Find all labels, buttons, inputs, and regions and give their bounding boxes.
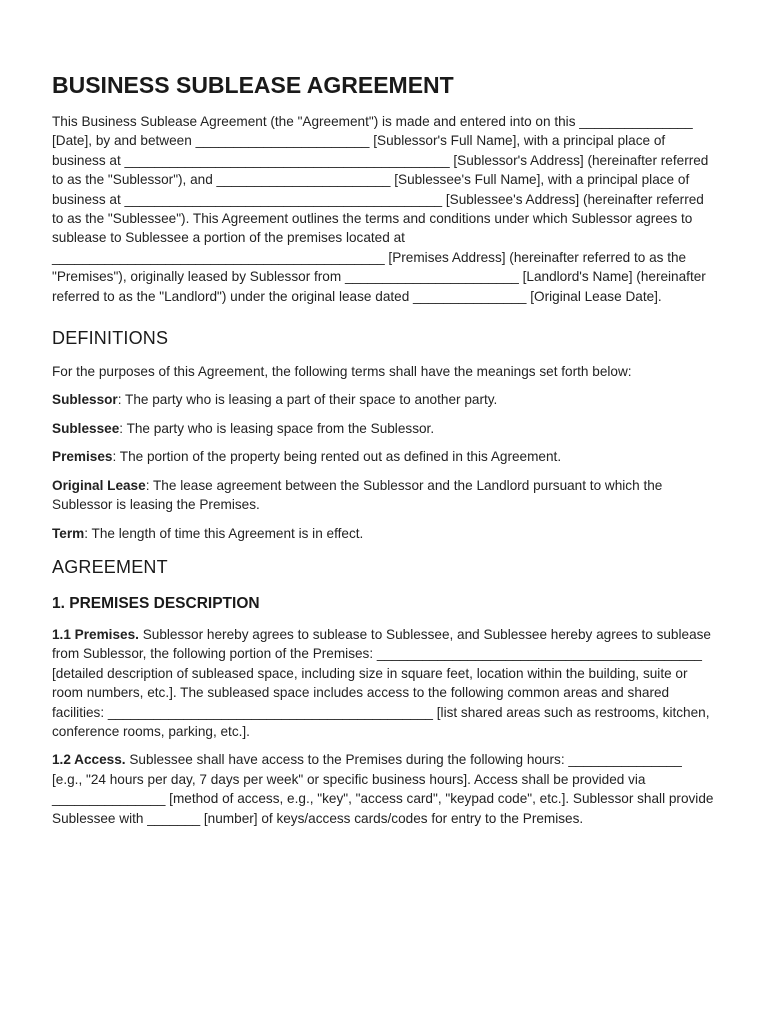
intro-paragraph: This Business Sublease Agreement (the "Agreement") is made and entered into on this _______________ [Date], by and between _______________________ [Sublessor's Full Name], with a principal place of business at ___________________________________________ [Sublessor's Address] (hereinafter referred to as the "Sublessor"), and _______________________ [Sublessee's Full Name], with a principal place of business at __________________________________________ [Sublessee's Address] (hereinafter referred to as the "Sublessee"). This Agreement outlines the terms and conditions under which Sublessor agrees to sublease to Sublessee a portion of the premises located at ____________________________________________ [Premises Address] (hereinafter referred to as the "Premises"), originally leased by Sublessor from _______________________ [Landlord's Name] (hereinafter referred to as the "Landlord") under the original lease dated _______________ [Original Lease Date]. xyxy=(52,114,709,304)
definition-text: : The length of time this Agreement is in effect. xyxy=(84,525,364,541)
agreement-heading: AGREEMENT xyxy=(52,556,168,577)
definition-term: Original Lease xyxy=(52,477,146,493)
definition-item xyxy=(52,419,714,438)
definition-term: Term xyxy=(52,525,85,541)
definition-term: Premises xyxy=(52,449,113,465)
clause-premises xyxy=(52,625,714,741)
document-title: BUSINESS SUBLEASE AGREEMENT xyxy=(52,72,454,98)
definition-text: : The lease agreement between the Sublessor and the Landlord pursuant to which the Sublessor is leasing the Premises. xyxy=(52,477,663,513)
definitions-heading: DEFINITIONS xyxy=(52,328,169,349)
definition-item xyxy=(52,390,714,409)
definition-term: Sublessor xyxy=(52,392,118,408)
definition-text: : The portion of the property being rented out as defined in this Agreement. xyxy=(112,449,562,465)
definition-text: : The party who is leasing space from the Sublessor. xyxy=(119,420,435,436)
clause-label: 1.1 Premises. xyxy=(52,626,139,642)
section-heading-premises: 1. PREMISES DESCRIPTION xyxy=(52,594,260,612)
definition-item xyxy=(52,447,714,466)
definition-item xyxy=(52,524,714,543)
definitions-lead: For the purposes of this Agreement, the following terms shall have the meanings set forth below: xyxy=(52,364,632,380)
definition-item xyxy=(52,476,714,515)
definition-text: : The party who is leasing a part of their space to another party. xyxy=(117,392,498,408)
clause-access xyxy=(52,750,714,828)
definition-term: Sublessee xyxy=(52,420,120,436)
clause-text: Sublessee shall have access to the Premises during the following hours: _______________ [e.g., "24 hours per day, 7 days per week" or specific business hours]. Access shall be provided via _______________ [method of access, e.g., "key", "access card", "keypad code", etc.]. Sublessor shall provide Sublessee with _______ [number] of keys/access cards/codes for entry to the Premises. xyxy=(52,752,714,826)
clause-label: 1.2 Access. xyxy=(52,752,126,768)
clause-text: Sublessor hereby agrees to sublease to Sublessee, and Sublessee hereby agrees to sublease from Sublessor, the following portion of the Premises: ___________________________________________ [detailed description of subleased space, including size in square feet, location within the building, suite or room numbers, etc.]. The subleased space includes access to the following common areas and shared facilities: ___________________________________________ [list shared areas such as restrooms, kitchen, conference rooms, parking, etc.]. xyxy=(52,626,711,739)
